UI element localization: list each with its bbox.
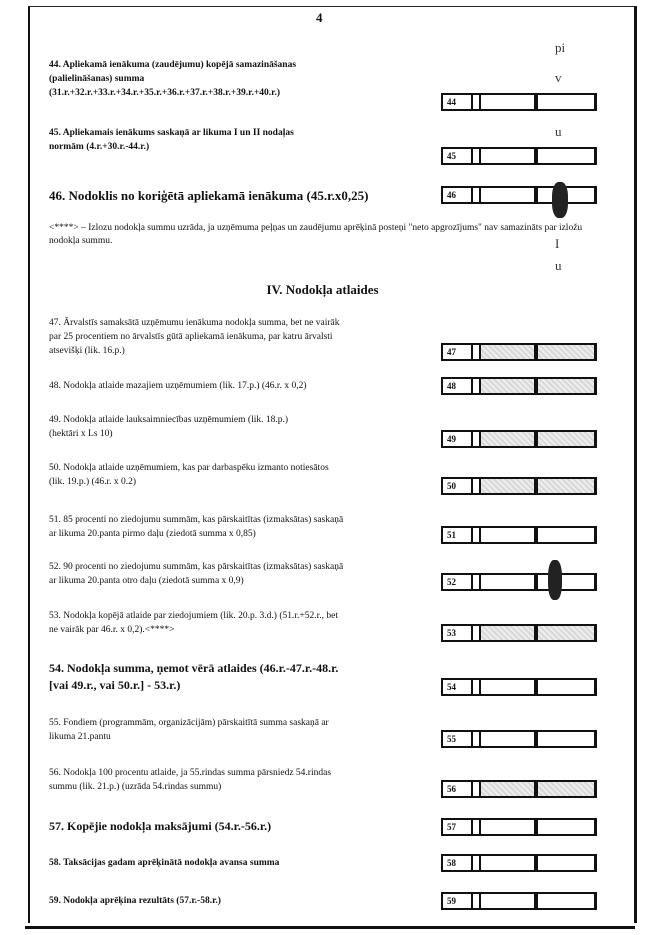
margin-glyph: pi: [555, 40, 566, 55]
row-45-line-2: normām (4.r.+30.r.-44.r.): [49, 142, 150, 152]
row-44-line-1: 44. Apliekamā ienākuma (zaudējumu) kopējā samazināšanas: [49, 60, 297, 70]
field-54[interactable]: [441, 678, 597, 696]
row-52-line-2: ar likuma 20.panta otro daļu (ziedotā summa x 0,9): [49, 576, 244, 586]
row-55-line-1: 55. Fondiem (programmām, organizācijām) pārskaitītā summa saskaņā ar: [49, 718, 329, 728]
row-47-line-1: 47. Ārvalstīs samaksātā uzņēmumu ienākuma nodokļa summa, bet ne vairāk: [49, 318, 340, 328]
field-57-cell-1[interactable]: [479, 818, 536, 836]
row-48-line-1: 48. Nodokļa atlaide mazajiem uzņēmumiem (lik. 17.p.) (46.r. x 0,2): [49, 381, 307, 391]
row-47-line-3: atsevišķi (lik. 16.p.): [49, 346, 125, 356]
field-47-cell-2[interactable]: [536, 343, 596, 361]
field-56-number: 56: [443, 782, 473, 796]
row-51-line-2: ar likuma 20.panta pirmo daļu (ziedotā summa x 0,85): [49, 529, 256, 539]
field-55[interactable]: [441, 730, 597, 748]
field-59-number: 59: [443, 894, 473, 908]
page-number: 4: [316, 10, 323, 25]
field-48-number: 48: [443, 379, 473, 393]
margin-glyph: u: [555, 124, 562, 139]
row-44-label: [49, 58, 296, 100]
row-55-label: [49, 716, 329, 744]
row-59-label: [49, 894, 221, 908]
row-55-line-2: likuma 21.pantu: [49, 732, 111, 742]
margin-glyph: u: [555, 258, 562, 273]
field-45-cell-2[interactable]: [536, 147, 596, 165]
field-50-cell-2[interactable]: [536, 477, 596, 495]
row-58-label: [49, 856, 279, 870]
field-44[interactable]: [441, 93, 597, 111]
row-51-label: [49, 513, 343, 541]
field-46[interactable]: [441, 186, 597, 204]
row-44-line-3: (31.r.+32.r.+33.r.+34.r.+35.r.+36.r.+37.r.+38.r.+39.r.+40.r.): [49, 88, 280, 98]
field-49-cell-2[interactable]: [536, 430, 596, 448]
row-56-label: [49, 766, 331, 794]
field-59-cell-2[interactable]: [536, 892, 596, 910]
field-56[interactable]: [441, 780, 597, 798]
field-56-cell-1[interactable]: [479, 780, 536, 798]
field-55-cell-1[interactable]: [479, 730, 536, 748]
row-58-line-1: 58. Taksācijas gadam aprēķinātā nodokļa avansa summa: [49, 858, 280, 868]
field-55-cell-2[interactable]: [536, 730, 596, 748]
row-46-line-1: 46. Nodoklis no koriģētā apliekamā ienākuma (45.r.x0,25): [49, 188, 369, 203]
field-59[interactable]: [441, 892, 597, 910]
row-46-label: [49, 186, 369, 205]
field-53-cell-2[interactable]: [536, 624, 596, 642]
row-53-line-1: 53. Nodokļa kopējā atlaide par ziedojumiem (lik. 20.p. 3.d.) (51.r.+52.r., bet: [49, 611, 338, 621]
field-55-number: 55: [443, 732, 473, 746]
ink-smudge: [552, 182, 568, 218]
row-57-line-1: 57. Kopējie nodokļa maksājumi (54.r.-56.r.): [49, 819, 272, 833]
field-54-number: 54: [443, 680, 473, 694]
lottery-tax-note: <****> – Izlozu nodokļa summu uzrāda, ja uzņēmuma peļņas un zaudējumu aprēķinā posteņi "neto apgrozījums" nav samazināts par izložu nodokļa summu.: [49, 223, 583, 246]
field-46-cell-1[interactable]: [479, 186, 536, 204]
row-54-line-2: [vai 49.r., vai 50.r.] - 53.r.): [49, 678, 181, 692]
row-51-line-1: 51. 85 procenti no ziedojumu summām, kas pārskaitītas (izmaksātas) saskaņā: [49, 515, 344, 525]
row-50-line-2: (lik. 19.p.) (46.r. x 0.2): [49, 477, 137, 487]
field-45-cell-1[interactable]: [479, 147, 536, 165]
field-59-cell-1[interactable]: [479, 892, 536, 910]
row-49-label: [49, 413, 288, 441]
field-46-number: 46: [443, 188, 473, 202]
field-52-cell-2[interactable]: [536, 573, 596, 591]
field-58-number: 58: [443, 856, 473, 870]
field-44-number: 44: [443, 95, 473, 109]
field-48-cell-1[interactable]: [479, 377, 536, 395]
field-49-number: 49: [443, 432, 473, 446]
field-49-cell-1[interactable]: [479, 430, 536, 448]
row-53-label: [49, 609, 338, 637]
field-51-cell-1[interactable]: [479, 526, 536, 544]
row-45-label: [49, 126, 294, 154]
field-54-cell-1[interactable]: [479, 678, 536, 696]
row-50-line-1: 50. Nodokļa atlaide uzņēmumiem, kas par darbaspēku izmanto notiesātos: [49, 463, 329, 473]
row-47-label: [49, 316, 339, 358]
row-53-line-2: ne vairāk par 46.r. x 0,2).<****>: [49, 625, 175, 635]
ink-smudge: [548, 560, 562, 600]
margin-glyph: I: [555, 236, 560, 251]
row-45-line-1: 45. Apliekamais ienākums saskaņā ar likuma I un II nodaļas: [49, 128, 294, 138]
row-54-label: [49, 660, 338, 694]
field-48-cell-2[interactable]: [536, 377, 596, 395]
bottom-rule: [25, 926, 635, 929]
field-54-cell-2[interactable]: [536, 678, 596, 696]
margin-glyph: v: [555, 70, 562, 85]
field-51-cell-2[interactable]: [536, 526, 596, 544]
field-52-number: 52: [443, 575, 473, 589]
field-57-cell-2[interactable]: [536, 818, 596, 836]
field-53[interactable]: [441, 624, 597, 642]
row-48-label: [49, 379, 307, 393]
field-58[interactable]: [441, 854, 597, 872]
field-57[interactable]: [441, 818, 597, 836]
field-50-cell-1[interactable]: [479, 477, 536, 495]
field-47[interactable]: [441, 343, 597, 361]
field-56-cell-2[interactable]: [536, 780, 596, 798]
field-57-number: 57: [443, 820, 473, 834]
row-49-line-1: 49. Nodokļa atlaide lauksaimniecības uzņēmumiem (lik. 18.p.): [49, 415, 289, 425]
field-48[interactable]: [441, 377, 597, 395]
field-45-number: 45: [443, 149, 473, 163]
field-58-cell-1[interactable]: [479, 854, 536, 872]
field-44-cell-1[interactable]: [479, 93, 536, 111]
row-50-label: [49, 461, 329, 489]
row-56-line-1: 56. Nodokļa 100 procentu atlaide, ja 55.rindas summa pārsniedz 54.rindas: [49, 768, 332, 778]
field-47-number: 47: [443, 345, 473, 359]
row-44-line-2: (palielināšanas) summa: [49, 74, 145, 84]
row-49-line-2: (hektāri x Ls 10): [49, 429, 113, 439]
field-53-cell-1[interactable]: [479, 624, 536, 642]
field-51[interactable]: [441, 526, 597, 544]
field-45[interactable]: [441, 147, 597, 165]
field-52[interactable]: [441, 573, 597, 591]
field-49[interactable]: [441, 430, 597, 448]
row-52-line-1: 52. 90 procenti no ziedojumu summām, kas pārskaitītas (izmaksātas) saskaņā: [49, 562, 344, 572]
row-54-line-1: 54. Nodokļa summa, ņemot vērā atlaides (46.r.-47.r.-48.r.: [49, 661, 339, 675]
field-53-number: 53: [443, 626, 473, 640]
row-59-line-1: 59. Nodokļa aprēķina rezultāts (57.r.-58.r.): [49, 896, 221, 906]
section-title: IV. Nodokļa atlaides: [266, 282, 379, 297]
row-56-line-2: summu (lik. 21.p.) (uzrāda 54.rindas summu): [49, 782, 222, 792]
row-57-label: [49, 818, 271, 835]
field-51-number: 51: [443, 528, 473, 542]
row-52-label: [49, 560, 343, 588]
field-44-cell-2[interactable]: [536, 93, 596, 111]
row-47-line-2: par 25 procentiem no ārvalstīs gūtā apliekamā ienākuma, par katru ārvalsti: [49, 332, 333, 342]
field-47-cell-1[interactable]: [479, 343, 536, 361]
field-58-cell-2[interactable]: [536, 854, 596, 872]
field-50-number: 50: [443, 479, 473, 493]
field-50[interactable]: [441, 477, 597, 495]
field-52-cell-1[interactable]: [479, 573, 536, 591]
